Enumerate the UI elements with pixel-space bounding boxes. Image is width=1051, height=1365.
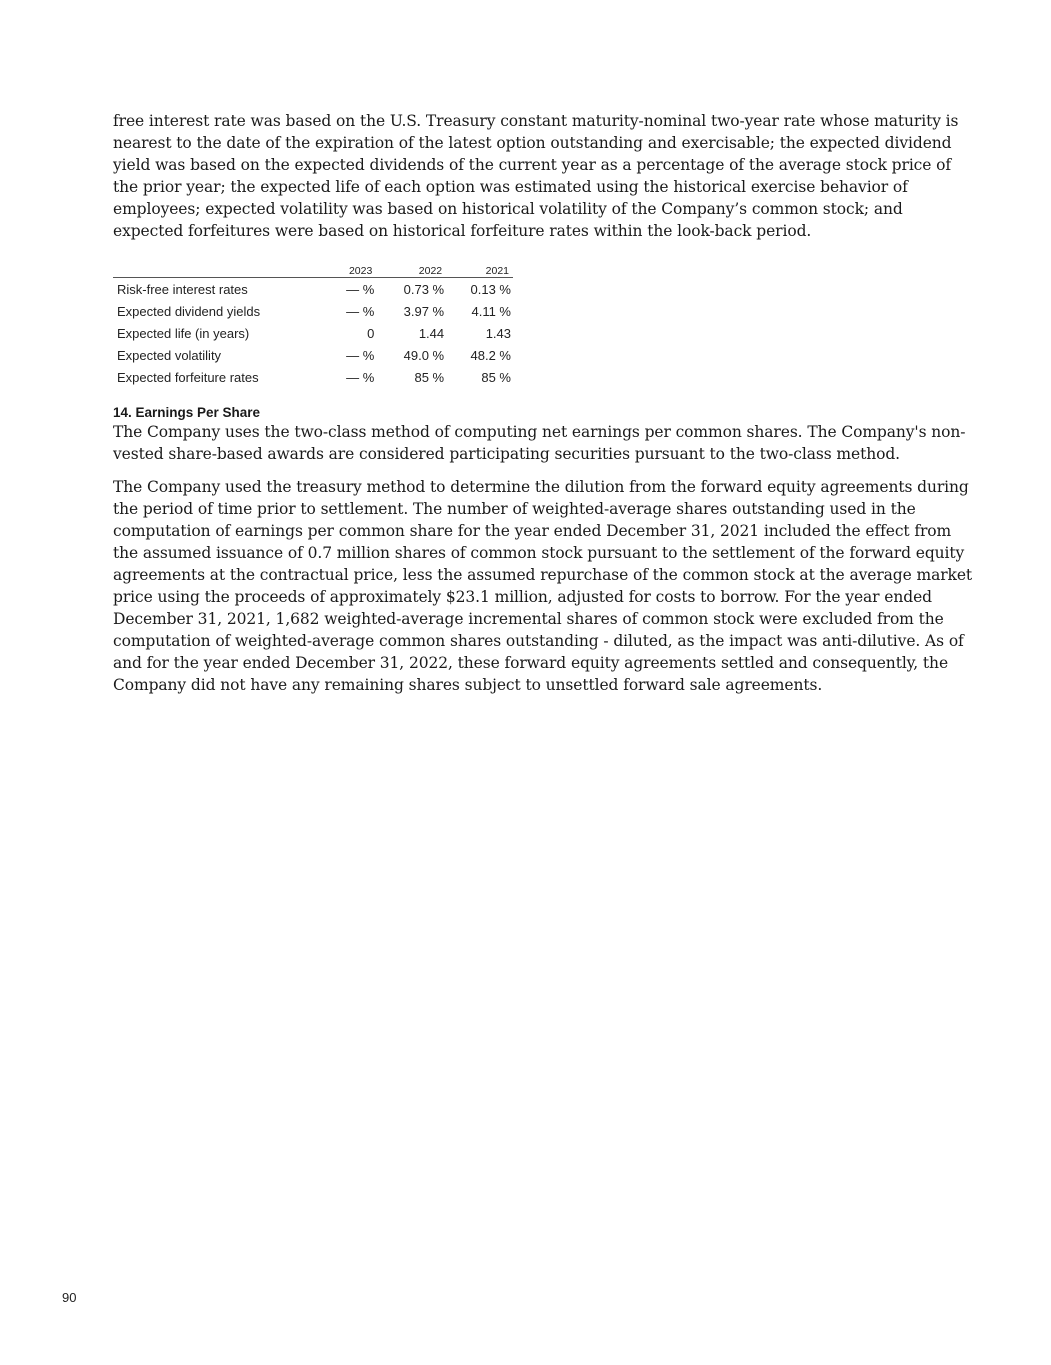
- table-row: [113, 366, 513, 388]
- page-number: 90: [62, 1290, 77, 1305]
- cell-2022: 0.73 %: [403, 281, 445, 297]
- cell-2021: 85 %: [481, 369, 511, 385]
- assumptions-table: [113, 259, 513, 388]
- cell-2023: — %: [346, 347, 375, 363]
- header-2021: 2021: [446, 259, 513, 278]
- cell-2021: 1.43: [485, 325, 511, 341]
- cell-2022: 3.97 %: [403, 303, 445, 319]
- cell-2022: 49.0 %: [403, 347, 445, 363]
- cell-2023: 0: [367, 325, 375, 341]
- cell-2023: — %: [346, 281, 375, 297]
- header-label-cell: [113, 259, 319, 278]
- cell-2023: — %: [346, 303, 375, 319]
- cell-2022: 1.44: [418, 325, 445, 341]
- row-label: Risk-free interest rates: [117, 281, 248, 297]
- row-label: Expected dividend yields: [117, 303, 261, 319]
- cell-2023: — %: [346, 369, 375, 385]
- section-heading: 14. Earnings Per Share: [113, 405, 261, 420]
- table-row: [113, 278, 513, 301]
- table-header-row: [113, 259, 513, 278]
- table-row: [113, 322, 513, 344]
- cell-2022: 85 %: [414, 369, 445, 385]
- cell-2021: 48.2 %: [470, 347, 511, 363]
- intro-paragraph: free interest rate was based on the U.S. Treasury constant maturity-nominal two-year rate whose maturity is nearest to the date of the expiration of the latest option outstanding and exercisable; the expected dividend yield was based on the expected dividends of the current year as a percentage of the average stock price of the prior year; the expected life of each option was estimated using the historical exercise behavior of employees; expected volatility was based on historical volatility of the Company’s common stock; and expected forfeitures were based on historical forfeiture rates within the look-back period.: [113, 112, 959, 240]
- cell-2021: 4.11 %: [471, 303, 511, 319]
- row-label: Expected forfeiture rates: [117, 369, 259, 385]
- section-paragraph-1: The Company uses the two-class method of computing net earnings per common shares. The Company's non-vested share-based awards are considered participating securities pursuant to the two-class method.: [113, 423, 966, 463]
- table-row: [113, 344, 513, 366]
- header-2022: 2022: [376, 259, 446, 278]
- row-label: Expected volatility: [117, 347, 222, 363]
- table-row: [113, 300, 513, 322]
- section-paragraph-2: The Company used the treasury method to determine the dilution from the forward equity agreements during the period of time prior to settlement. The number of weighted-average shares outstanding used in the computation of earnings per common share for the year ended December 31, 2021 included the effect from the assumed issuance of 0.7 million shares of common stock pursuant to the settlement of the forward equity agreements at the contractual price, less the assumed repurchase of the common stock at the average market price using the proceeds of approximately $23.1 million, adjusted for costs to borrow. For the year ended December 31, 2021, 1,682 weighted-average incremental shares of common stock were excluded from the computation of weighted-average common shares outstanding - diluted, as the impact was anti-dilutive. As of and for the year ended December 31, 2022, these forward equity agreements settled and consequently, the Company did not have any remaining shares subject to unsettled forward sale agreements.: [113, 478, 973, 694]
- cell-2021: 0.13 %: [470, 281, 511, 297]
- header-2023: 2023: [319, 259, 377, 278]
- row-label: Expected life (in years): [117, 325, 250, 341]
